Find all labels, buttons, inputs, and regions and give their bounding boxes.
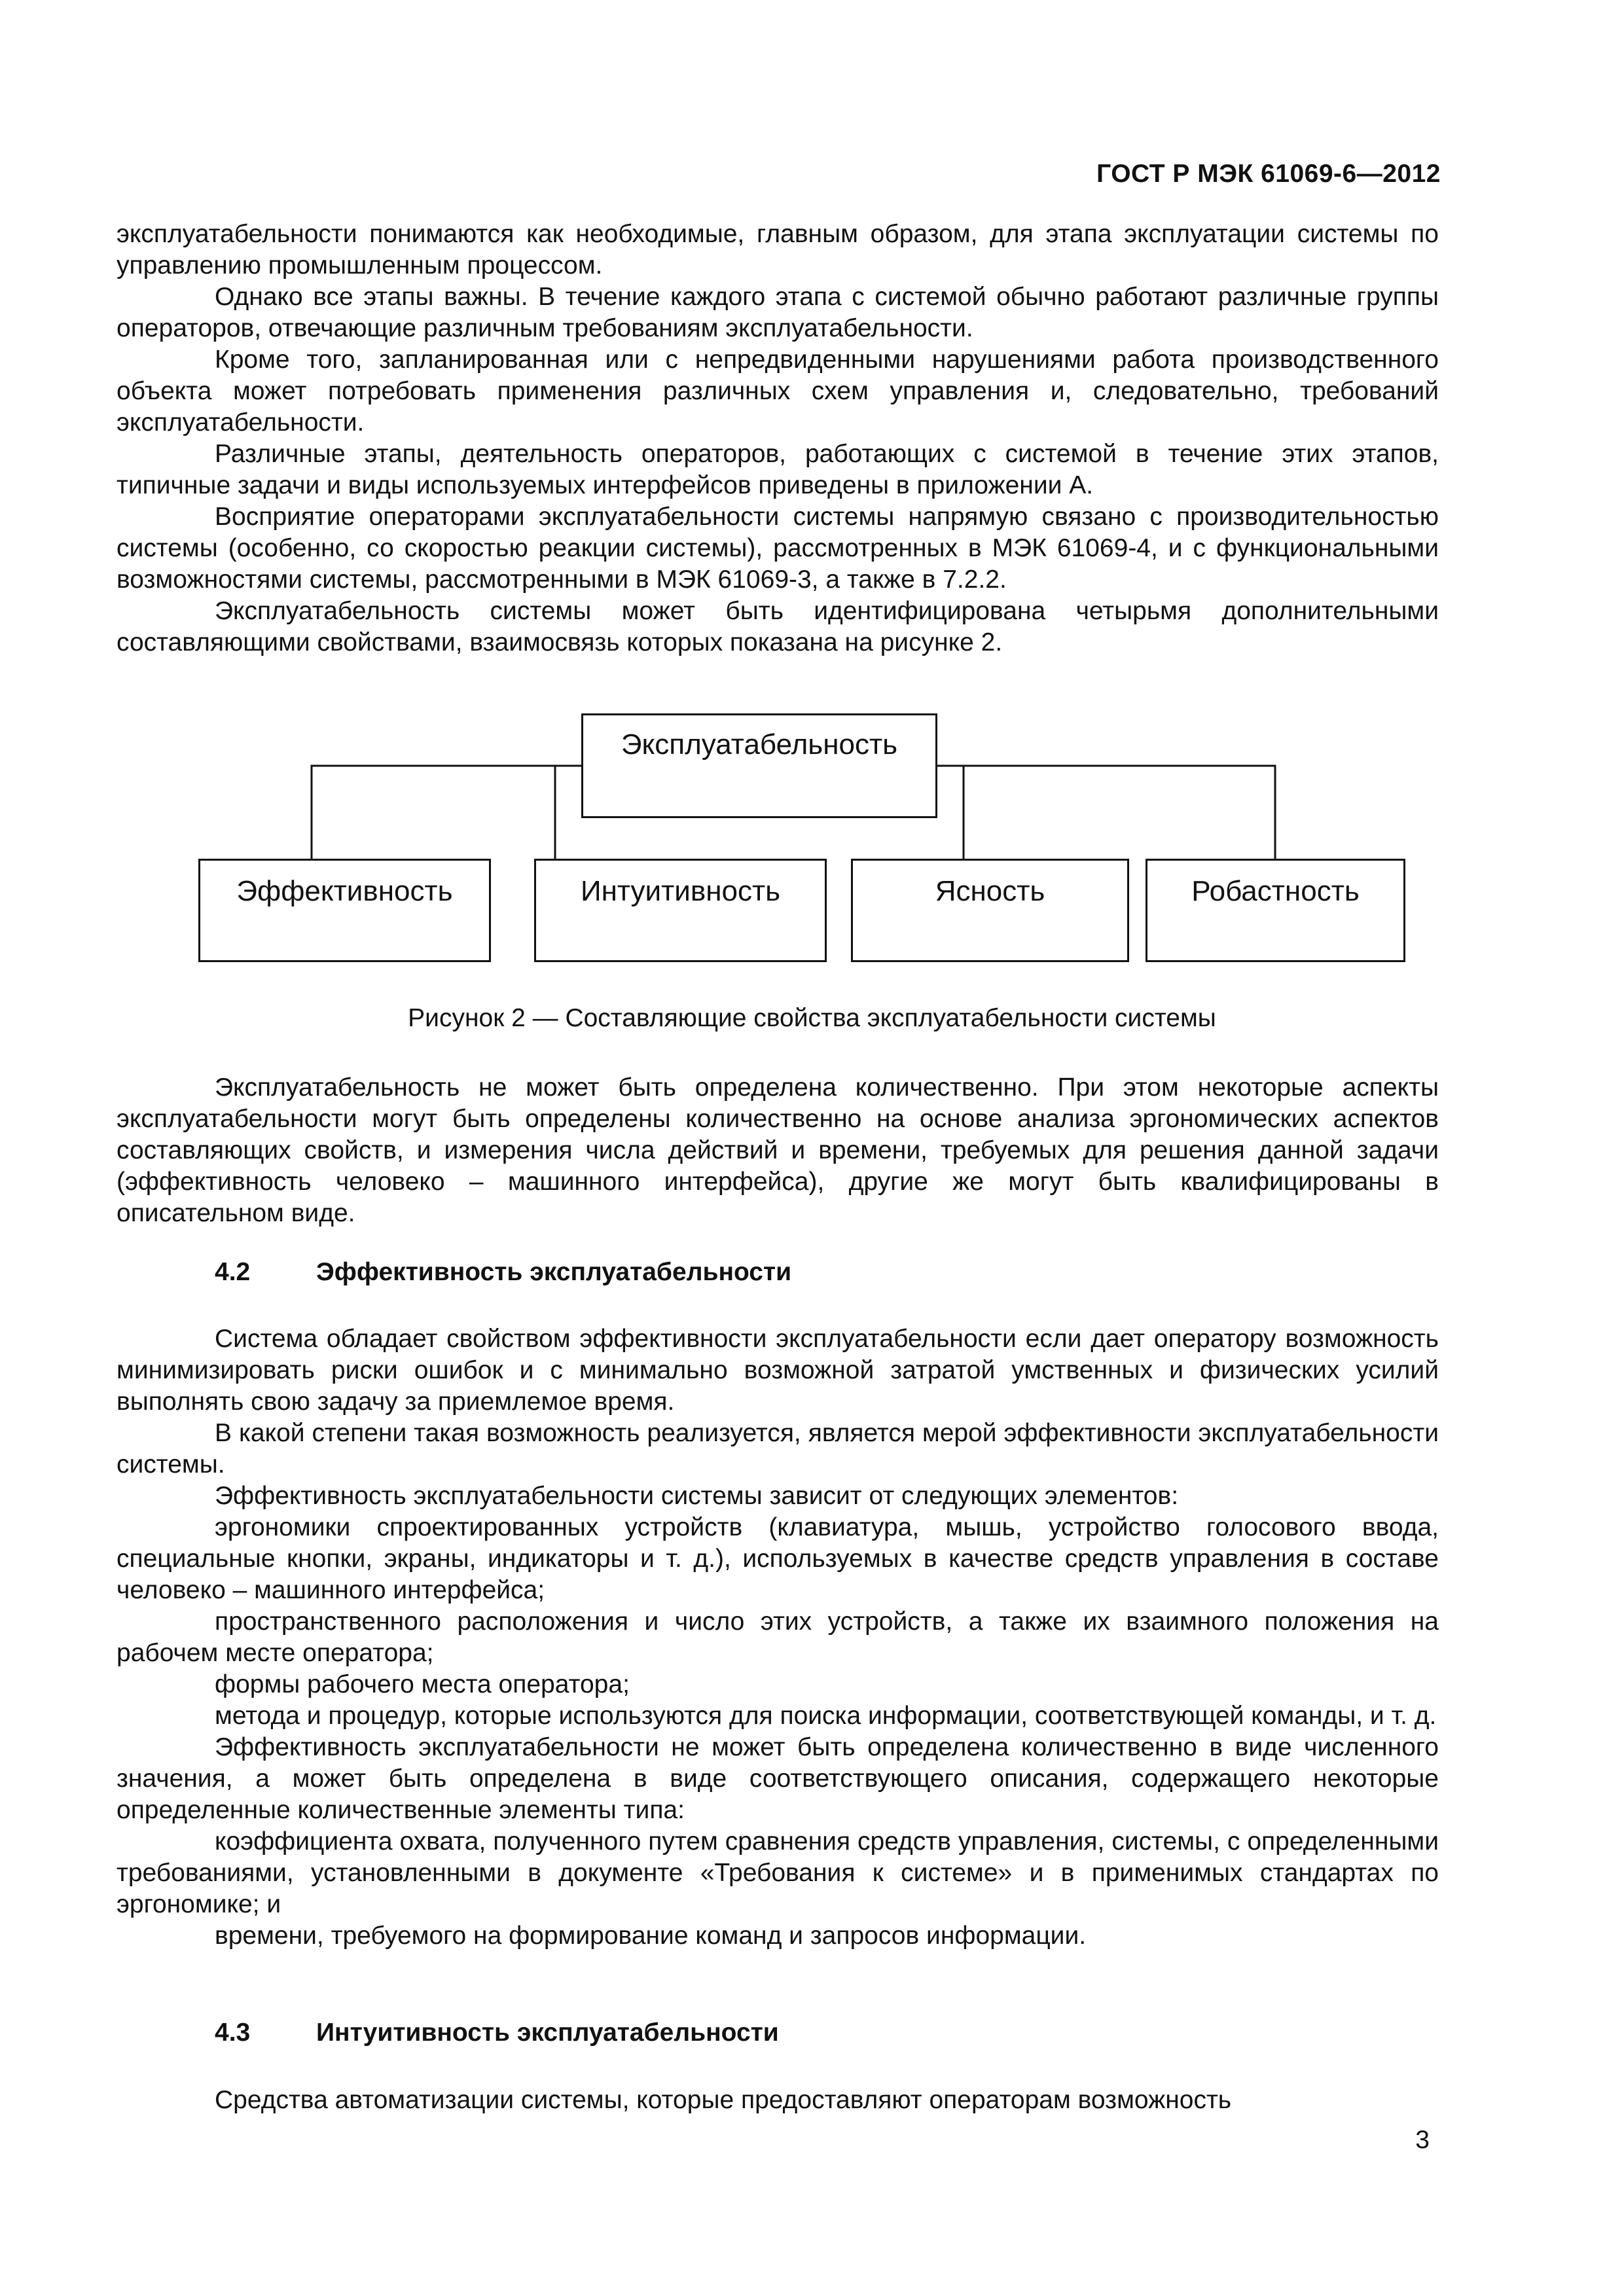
section-4-2-text: [117, 1323, 1439, 1952]
section-heading-4-3: [215, 2018, 779, 2047]
paragraph: Различные этапы, деятельность операторов, работающих с системой в течение этих этапов, типичные задачи и виды используемых интерфейсов приведены в приложении А.: [117, 440, 1439, 499]
section-heading-4-2: [215, 1258, 791, 1287]
section-title: Эффективность эксплуатабельности: [316, 1258, 792, 1286]
paragraph: Эксплуатабельность системы может быть идентифицирована четырьмя дополнительными составляющими свойствами, взаимосвязь которых показана на рисунке 2.: [117, 597, 1439, 656]
list-item: эргономики спроектированных устройств (клавиатура, мышь, устройство голосового ввода, специальные кнопки, экраны, индикаторы и т. д.), используемых в качестве средств управления в составе человеко – машинного интерфейса;: [117, 1513, 1439, 1604]
diagram-box-label: Ясность: [935, 875, 1045, 907]
paragraph: эксплуатабельности понимаются как необходимые, главным образом, для этапа эксплуатации системы по управлению промышленным процессом.: [117, 220, 1439, 279]
paragraph: Восприятие операторами эксплуатабельности системы напрямую связано с производительностью системы (особенно, со скоростью реакции системы), рассмотренных в МЭК 61069-4, и с функциональными возможностями системы, рассмотренными в МЭК 61069-3, а также в 7.2.2.: [117, 503, 1439, 594]
diagram-box-label: Эффективность: [236, 875, 453, 907]
diagram-box-intuitiveness: [534, 859, 827, 962]
diagram-box-label: Робастность: [1191, 875, 1360, 907]
connector-efficiency: [312, 766, 581, 859]
section-number: 4.2: [215, 1258, 251, 1286]
paragraph: Средства автоматизации системы, которые предоставляют операторам возможность: [215, 2086, 1232, 2114]
section-title: Интуитивность эксплуатабельности: [316, 2018, 779, 2047]
diagram-box-label: Интуитивность: [580, 875, 781, 907]
section-number: 4.3: [215, 2018, 251, 2047]
diagram-root-box: [581, 713, 937, 818]
paragraph: В какой степени такая возможность реализуется, является мерой эффективности эксплуатабельности системы.: [117, 1419, 1439, 1479]
figure-caption: Рисунок 2 — Составляющие свойства эксплуатабельности системы: [408, 1004, 1216, 1032]
paragraph: Кроме того, запланированная или с непредвиденными нарушениями работа производственного объекта может потребовать применения различных схем управления и, следовательно, требований эксплуатабельности.: [117, 346, 1439, 437]
document-code: ГОСТ Р МЭК 61069-6—2012: [1096, 160, 1441, 188]
intro-text: [117, 219, 1439, 658]
diagram-box-efficiency: [198, 859, 491, 962]
list-item: метода и процедур, которые используются для поиска информации, соответствующей команды, и т. д.: [215, 1702, 1437, 1730]
paragraph: Эффективность эксплуатабельности системы зависит от следующих элементов:: [215, 1482, 1179, 1510]
page-number: 3: [1415, 2126, 1430, 2154]
list-item: формы рабочего места оператора;: [215, 1670, 630, 1698]
list-item: времени, требуемого на формирование команд и запросов информации.: [215, 1922, 1087, 1950]
paragraph: Система обладает свойством эффективности эксплуатабельности если дает оператору возможность минимизировать риски ошибок и с минимально возможной затратой умственных и физических усилий выполнять свою задачу за приемлемое время.: [117, 1325, 1439, 1416]
diagram-root-label: Эксплуатабельность: [621, 728, 898, 761]
diagram-box-clarity: [851, 859, 1129, 962]
list-item: пространственного расположения и число этих устройств, а также их взаимного положения на рабочем месте оператора;: [117, 1607, 1439, 1667]
list-item: коэффициента охвата, полученного путем сравнения средств управления, системы, с определенными требованиями, установленными в документе «Требования к системе» и в применимых стандартах по эргономике; и: [117, 1827, 1439, 1918]
paragraph: Эксплуатабельность не может быть определена количественно. При этом некоторые аспекты эксплуатабельности могут быть определены количественно на основе анализа эргономических аспектов составляющих свойств, и измерения числа действий и времени, требуемых для решения данной задачи (эффективность человеко – машинного интерфейса), другие же могут быть квалифицированы в описательном виде.: [117, 1073, 1439, 1227]
paragraph: Однако все этапы важны. В течение каждого этапа с системой обычно работают различные группы операторов, отвечающие различным требованиям эксплуатабельности.: [117, 283, 1439, 342]
connector-clarity: [937, 766, 964, 859]
connector-intuitiveness: [555, 766, 581, 859]
diagram-box-robustness: [1146, 859, 1405, 962]
connector-robustness: [937, 766, 1275, 859]
after-figure-text: [117, 1072, 1439, 1229]
paragraph: Эффективность эксплуатабельности не может быть определена количественно в виде численного значения, а может быть определена в виде соответствующего описания, содержащего некоторые определенные количественные элементы типа:: [117, 1733, 1439, 1824]
section-4-3-text: [117, 2085, 1439, 2116]
